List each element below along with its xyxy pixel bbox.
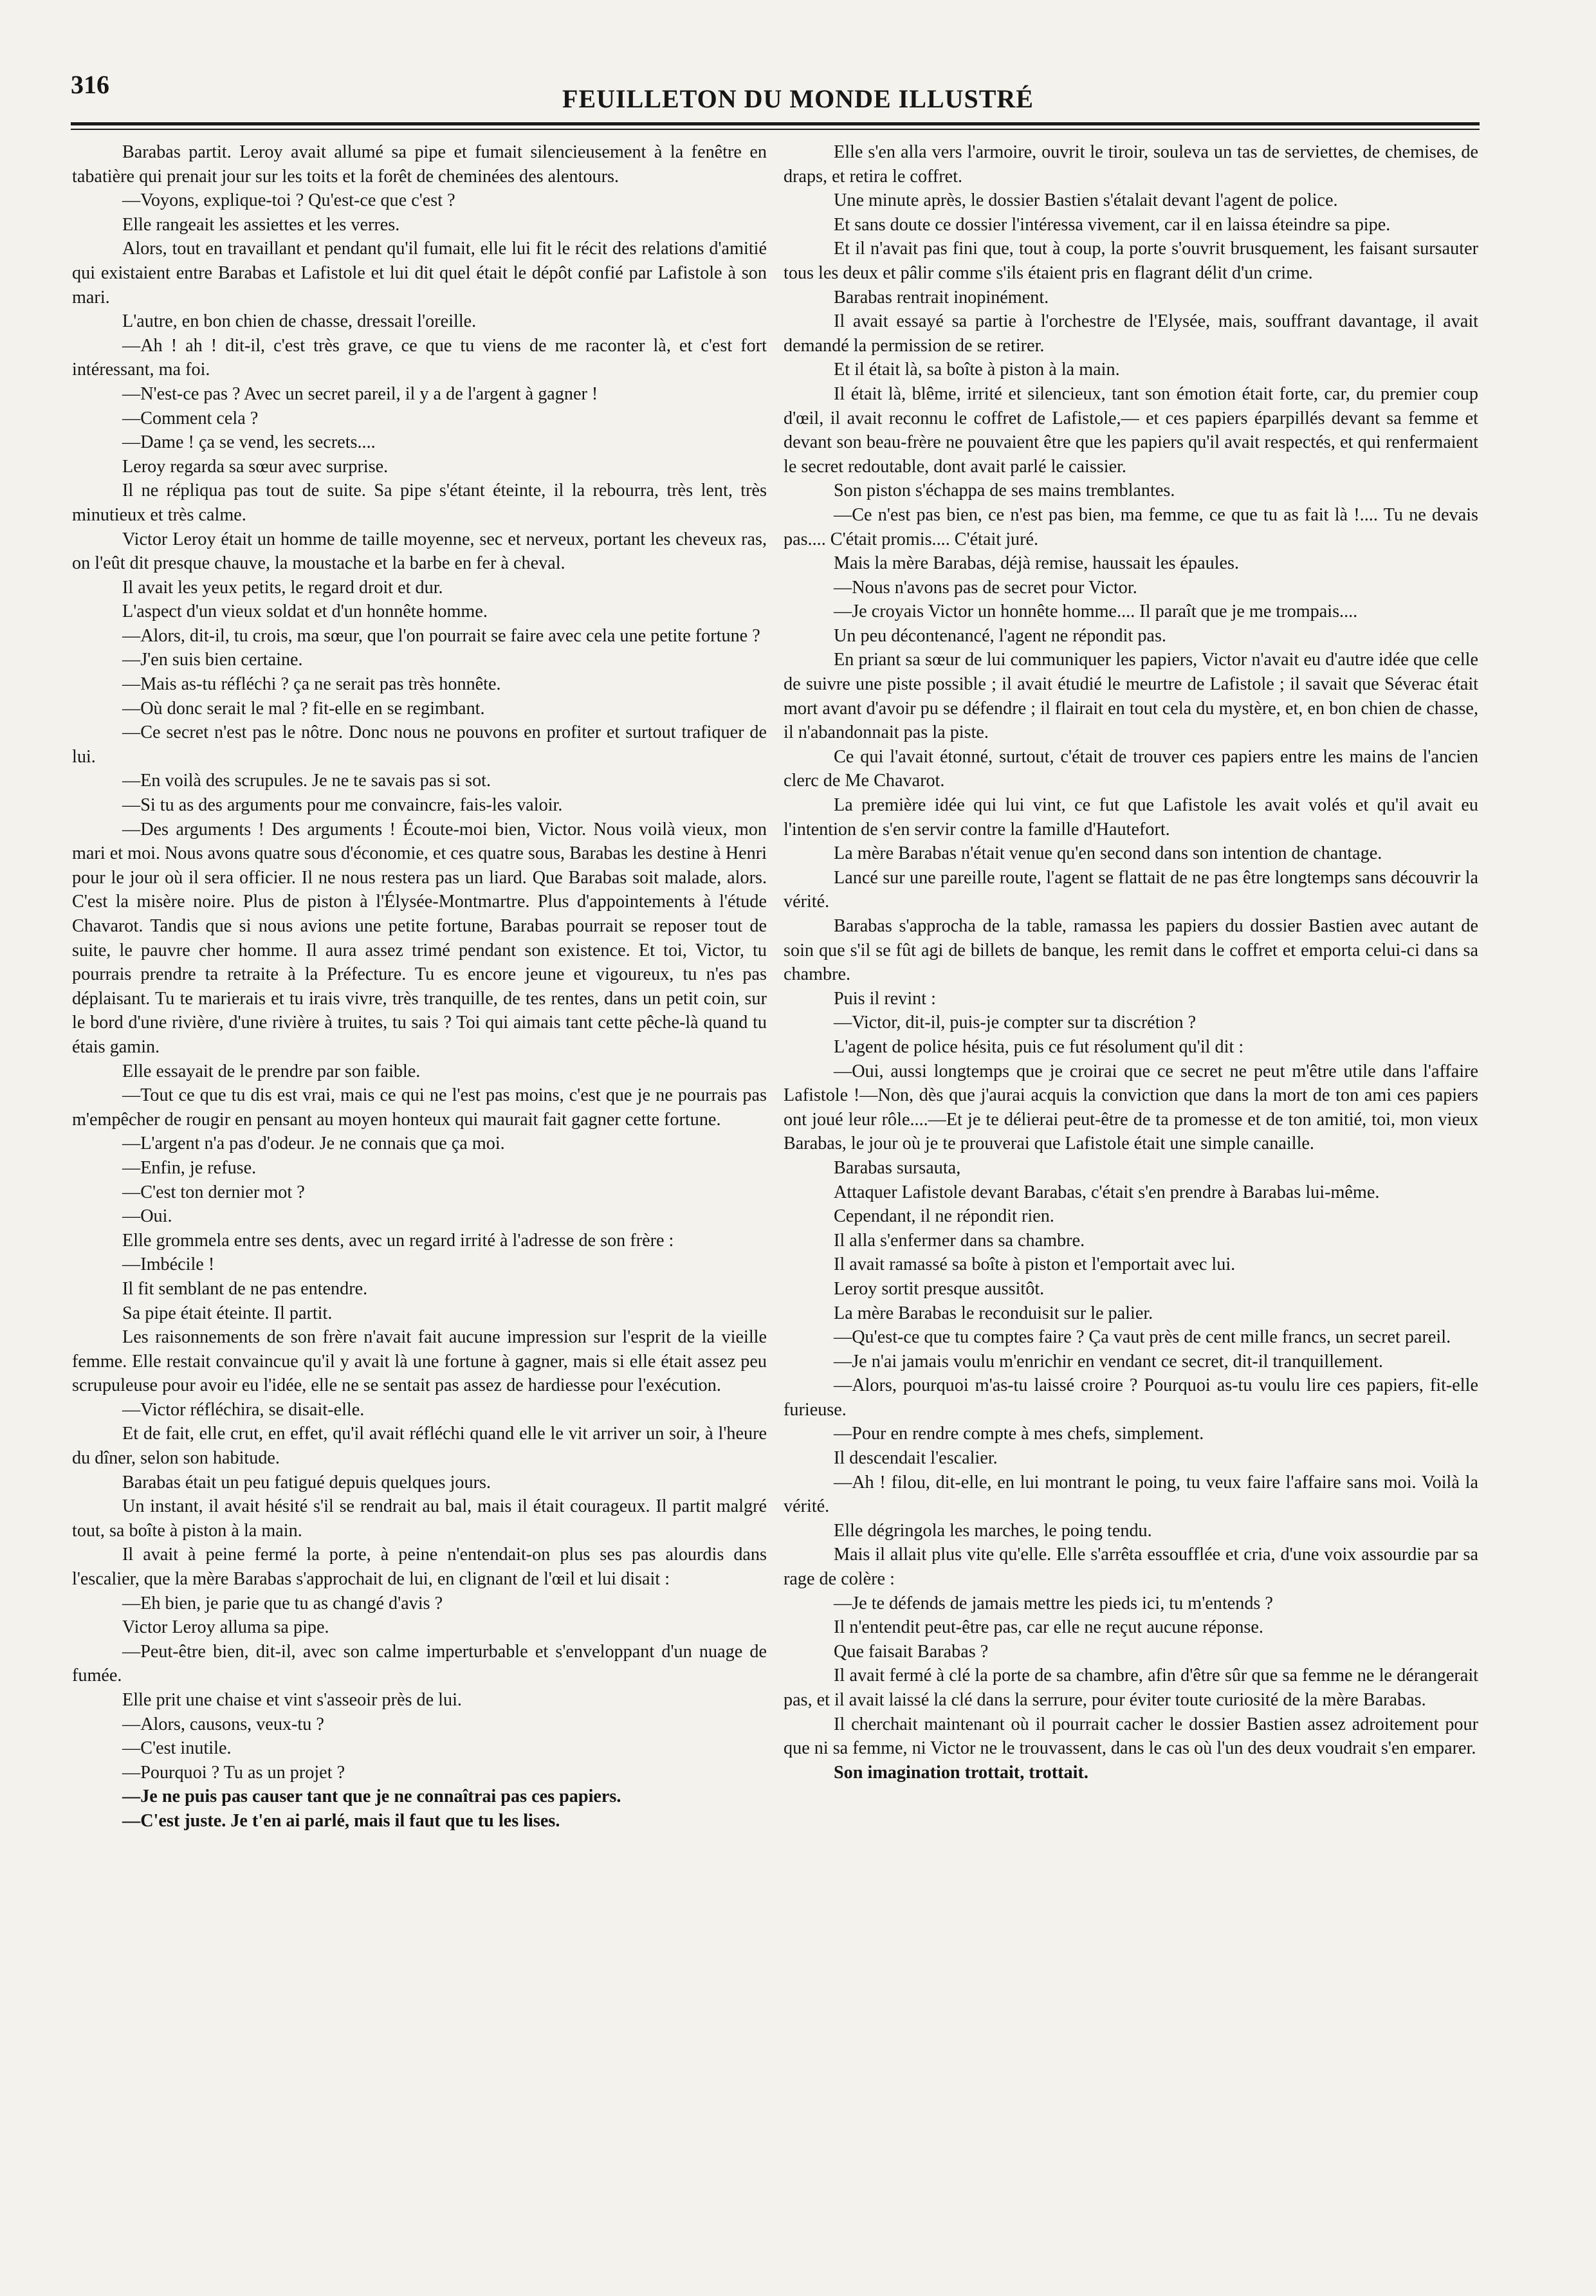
paragraph: —Peut-être bien, dit-il, avec son calme imperturbable et s'enveloppant d'un nuage de fumée. [72, 1641, 767, 1686]
paragraph: —Nous n'avons pas de secret pour Victor. [834, 577, 1137, 598]
paragraph: —Où donc serait le mal ? fit-elle en se regimbant. [122, 698, 485, 719]
paragraph: —Alors, dit-il, tu crois, ma sœur, que l'on pourrait se faire avec cela une petite fortune ? [122, 625, 760, 646]
paragraph: —Eh bien, je parie que tu as changé d'avis ? [122, 1593, 443, 1613]
paragraph: Elle grommela entre ses dents, avec un regard irrité à l'adresse de son frère : [122, 1230, 674, 1251]
paragraph: Elle rangeait les assiettes et les verres. [122, 214, 400, 235]
paragraph: —Si tu as des arguments pour me convaincre, fais-les valoir. [122, 795, 563, 816]
paragraph: L'aspect d'un vieux soldat et d'un honnête homme. [122, 602, 488, 622]
paragraph: Il avait essayé sa partie à l'orchestre de l'Elysée, mais, souffrant davantage, il avait demandé la permission de se retirer. [784, 311, 1478, 356]
paragraph: Et de fait, elle crut, en effet, qu'il avait réfléchi quand elle le vit arriver un soir, à l'heure du dîner, selon son habitude. [72, 1424, 767, 1469]
paragraph: Une minute après, le dossier Bastien s'étalait devant l'agent de police. [834, 190, 1338, 211]
paragraph: Barabas rentrait inopinément. [834, 287, 1049, 308]
paragraph: —Ah ! filou, dit-elle, en lui montrant le poing, tu veux faire l'affaire sans moi. Voilà la vérité. [784, 1472, 1478, 1517]
paragraph: —Je n'ai jamais voulu m'enrichir en vendant ce secret, dit-il tranquillement. [834, 1351, 1383, 1372]
paragraph: Sa pipe était éteinte. Il partit. [122, 1303, 333, 1323]
paragraph: —Pour en rendre compte à mes chefs, simplement. [834, 1424, 1204, 1444]
paragraph: Il descendait l'escalier. [834, 1448, 998, 1469]
paragraph: —Voyons, explique-toi ? Qu'est-ce que c'est ? [122, 190, 455, 211]
paragraph: Et sans doute ce dossier l'intéressa vivement, car il en laissa éteindre sa pipe. [834, 214, 1391, 235]
header-rule-thick [71, 122, 1480, 125]
paragraph: —Ah ! ah ! dit-il, c'est très grave, ce que tu viens de me raconter là, et c'est fort intéressant, ma foi. [72, 335, 767, 380]
paragraph: —En voilà des scrupules. Je ne te savais pas si sot. [122, 771, 491, 791]
paragraph: Cependant, il ne répondit rien. [834, 1206, 1054, 1227]
paragraph: Et il n'avait pas fini que, tout à coup, la porte s'ouvrit brusquement, les faisant sursauter tous les deux et pâlir comme s'ils étaient pris en flagrant délit d'un crime. [784, 239, 1478, 283]
paragraph: Il avait fermé à clé la porte de sa chambre, afin d'être sûr que sa femme ne le dérangerait pas, et il avait laissé la clé dans la serrure, pour éviter toute curiosité de la mère Barabas. [784, 1666, 1478, 1710]
paragraph: —Pourquoi ? Tu as un projet ? [122, 1762, 345, 1783]
paragraph: —Des arguments ! Des arguments ! Écoute-moi bien, Victor. Nous voilà vieux, mon mari et moi. Nous avons quatre sous d'économie, et ces quatre sous, Barabas les destine à Henri pour le jour où il sera officier. Il ne nous restera pas un liard. Que Barabas soit malade, alors. C'est la misère noire. Plus de piston à l'Élysée-Montmartre. Plus d'appointements à l'étude Chavarot. Tandis que si nous avions une petite fortune, Barabas pourrait se reposer tout de suite, le pauvre cher homme. Il aura assez trimé pendant son existence. Et toi, Victor, tu pourrais prendre ta retraite à la Préfecture. Tu es encore jeune et vigoureux, tu n'es pas déplaisant. Tu te marierais et tu irais vivre, très tranquille, de tes rentes, dans un petit coin, sur le bord d'une rivière, d'une rivière à truites, tu sais ? Toi qui aimais tant cette pêche-là quand tu étais gamin. [72, 819, 767, 1057]
paragraph: —C'est juste. Je t'en ai parlé, mais il faut que tu les lises. [122, 1810, 560, 1831]
paragraph: —Tout ce que tu dis est vrai, mais ce qui ne l'est pas moins, c'est que je ne pourrais pas m'empêcher de rougir en pensant au moyen honteux qui maurait fait gagner cette fortune. [72, 1085, 767, 1130]
paragraph: Barabas partit. Leroy avait allumé sa pipe et fumait silencieusement à la fenêtre en tabatière qui prenait jour sur les toits et la forêt de cheminées des alentours. [72, 142, 767, 187]
paragraph: Il avait ramassé sa boîte à piston et l'emportait avec lui. [834, 1254, 1236, 1275]
paragraph: —Imbécile ! [122, 1254, 215, 1275]
paragraph: —Qu'est-ce que tu comptes faire ? Ça vaut près de cent mille francs, un secret pareil. [834, 1327, 1451, 1348]
paragraph: Son piston s'échappa de ses mains tremblantes. [834, 481, 1175, 501]
paragraph: Il alla s'enfermer dans sa chambre. [834, 1230, 1085, 1251]
paragraph: Il n'entendit peut-être pas, car elle ne reçut aucune réponse. [834, 1617, 1263, 1638]
paragraph: Les raisonnements de son frère n'avait fait aucune impression sur l'esprit de la vieille femme. Elle restait convaincue qu'il y avait là une fortune à gagner, mais si elle était assez peu scrupuleuse pour avoir eu l'idée, elle ne se sentait pas assez de hardiesse pour l'exécution. [72, 1327, 767, 1396]
paragraph: —Oui, aussi longtemps que je croirai que ce secret ne peut m'être utile dans l'affaire Lafistole !—Non, dès que j'aurai acquis la conviction que dans la mort de ton ami ces papiers ont joué leur rôle....—Et je te délierai peut-être de ta promesse et de ton amitié, toi, mon vieux Barabas, le jour où je te prouverai que Lafistole était une simple canaille. [784, 1061, 1478, 1154]
running-head-title: FEUILLETON DU MONDE ILLUSTRÉ [562, 84, 1034, 113]
paragraph: —Je ne puis pas causer tant que je ne connaîtrai pas ces papiers. [122, 1786, 621, 1807]
paragraph: Ce qui l'avait étonné, surtout, c'était de trouver ces papiers entre les mains de l'ancien clerc de Me Chavarot. [784, 746, 1478, 791]
paragraph: Victor Leroy alluma sa pipe. [122, 1617, 329, 1638]
right-text-column [784, 140, 1478, 2263]
paragraph: Leroy sortit presque aussitôt. [834, 1278, 1045, 1299]
paragraph: —C'est ton dernier mot ? [122, 1182, 305, 1202]
paragraph: —L'argent n'a pas d'odeur. Je ne connais que ça moi. [122, 1134, 505, 1154]
paragraph: —Victor, dit-il, puis-je compter sur ta discrétion ? [834, 1013, 1197, 1033]
paragraph: Puis il revint : [834, 988, 936, 1009]
paragraph: Mais il allait plus vite qu'elle. Elle s'arrêta essoufflée et cria, d'une voix assourdie par sa rage de colère : [784, 1545, 1478, 1590]
paragraph: Que faisait Barabas ? [834, 1641, 989, 1662]
paragraph: L'agent de police hésita, puis ce fut résolument qu'il dit : [834, 1036, 1244, 1057]
paragraph: Elle prit une chaise et vint s'asseoir près de lui. [122, 1690, 462, 1710]
page-number: 316 [71, 70, 109, 99]
paragraph: Il était là, blême, irrité et silencieux, tant son émotion était forte, car, du premier coup d'œil, il avait reconnu le coffret de Lafistole,— et ces papiers éparpillés devant sa femme et devant son beau-frère ne pouvaient être que les papiers qu'il avait respectés, et qui renfermaient le secret redoutable, dont avait parlé le caissier. [784, 383, 1478, 477]
paragraph: Il ne répliqua pas tout de suite. Sa pipe s'étant éteinte, il la rebourra, très lent, très minutieux et très calme. [72, 481, 767, 525]
paragraph: Attaquer Lafistole devant Barabas, c'était s'en prendre à Barabas lui-même. [834, 1182, 1380, 1202]
paragraph: —Victor réfléchira, se disait-elle. [122, 1399, 365, 1420]
paragraph: Un instant, il avait hésité s'il se rendrait au bal, mais il était courageux. Il partit malgré tout, sa boîte à piston à la main. [72, 1496, 767, 1541]
paragraph: Et il était là, sa boîte à piston à la main. [834, 360, 1120, 380]
left-text-column [72, 140, 767, 2263]
paragraph: Il cherchait maintenant où il pourrait cacher le dossier Bastien assez adroitement pour que ni sa femme, ni Victor ne le trouvassent, dans le cas où l'un des deux voudrait s'en emparer. [784, 1714, 1478, 1759]
paragraph: —Ce n'est pas bien, ce n'est pas bien, ma femme, ce que tu as fait là !.... Tu ne devais pas.... C'était promis.... C'était juré. [784, 504, 1478, 549]
paragraph: Il fit semblant de ne pas entendre. [122, 1278, 368, 1299]
paragraph: —Je croyais Victor un honnête homme.... Il paraît que je me trompais.... [834, 602, 1358, 622]
paragraph: Elle essayait de le prendre par son faible. [122, 1061, 421, 1081]
paragraph: —Oui. [122, 1206, 172, 1227]
paragraph: Leroy regarda sa sœur avec surprise. [122, 456, 389, 477]
paragraph: La mère Barabas le reconduisit sur le palier. [834, 1303, 1153, 1323]
paragraph: En priant sa sœur de lui communiquer les papiers, Victor n'avait eu d'autre idée que celle de suivre une piste possible ; il avait étudié le meurtre de Lafistole ; il savait que Séverac était mort avant d'avoir pu se défendre ; il flairait en tout cela du mystère, et, en bon chien de chasse, il n'abandonnait pas la piste. [784, 650, 1478, 743]
paragraph: —Alors, pourquoi m'as-tu laissé croire ? Pourquoi as-tu voulu lire ces papiers, fit-elle furieuse. [784, 1375, 1478, 1420]
paragraph: —Ce secret n'est pas le nôtre. Donc nous ne pouvons en profiter et surtout trafiquer de lui. [72, 722, 767, 767]
paragraph: La mère Barabas n'était venue qu'en second dans son intention de chantage. [834, 843, 1382, 864]
paragraph: Il avait à peine fermé la porte, à peine n'entendait-on plus ses pas alourdis dans l'escalier, que la mère Barabas s'approchait de lui, en clignant de l'œil et lui disait : [72, 1545, 767, 1590]
paragraph: L'autre, en bon chien de chasse, dressait l'oreille. [122, 311, 477, 332]
paragraph: Elle s'en alla vers l'armoire, ouvrit le tiroir, souleva un tas de serviettes, de chemises, de draps, et retira le coffret. [784, 142, 1478, 187]
paragraph: —Comment cela ? [122, 408, 259, 428]
paragraph: —Mais as-tu réfléchi ? ça ne serait pas très honnête. [122, 674, 501, 695]
header-rule-thin [71, 129, 1480, 130]
paragraph: —Dame ! ça se vend, les secrets.... [122, 432, 376, 453]
paragraph: Alors, tout en travaillant et pendant qu'il fumait, elle lui fit le récit des relations d'amitié qui existaient entre Barabas et Lafistole et lui dit quel était le dépôt confié par Lafistole à son mari. [72, 239, 767, 308]
paragraph: Barabas s'approcha de la table, ramassa les papiers du dossier Bastien avec autant de soin que s'il se fût agi de billets de banque, les remit dans le coffret et emporta celui-ci dans sa chambre. [784, 916, 1478, 985]
paragraph: Elle dégringola les marches, le poing tendu. [834, 1520, 1152, 1541]
paragraph: Barabas sursauta, [834, 1157, 961, 1178]
paragraph: Lancé sur une pareille route, l'agent se flattait de ne pas être longtemps sans découvrir la vérité. [784, 867, 1478, 912]
paragraph: —N'est-ce pas ? Avec un secret pareil, il y a de l'argent à gagner ! [122, 383, 598, 404]
paragraph: —Enfin, je refuse. [122, 1157, 257, 1178]
paragraph: Son imagination trottait, trottait. [834, 1762, 1088, 1783]
paragraph: La première idée qui lui vint, ce fut que Lafistole les avait volés et qu'il avait eu l'intention de s'en servir contre la famille d'Hautefort. [784, 795, 1478, 840]
paragraph: —Je te défends de jamais mettre les pieds ici, tu m'entends ? [834, 1593, 1273, 1613]
paragraph: Victor Leroy était un homme de taille moyenne, sec et nerveux, portant les cheveux ras, on l'eût dit presque chauve, la moustache et la barbe en fer à cheval. [72, 529, 767, 574]
paragraph: Il avait les yeux petits, le regard droit et dur. [122, 577, 443, 598]
paragraph: —J'en suis bien certaine. [122, 650, 303, 670]
paragraph: Mais la mère Barabas, déjà remise, haussait les épaules. [834, 553, 1240, 574]
paragraph: Un peu décontenancé, l'agent ne répondit pas. [834, 625, 1166, 646]
paragraph: —C'est inutile. [122, 1738, 232, 1759]
paragraph: —Alors, causons, veux-tu ? [122, 1714, 324, 1734]
paragraph: Barabas était un peu fatigué depuis quelques jours. [122, 1472, 491, 1492]
